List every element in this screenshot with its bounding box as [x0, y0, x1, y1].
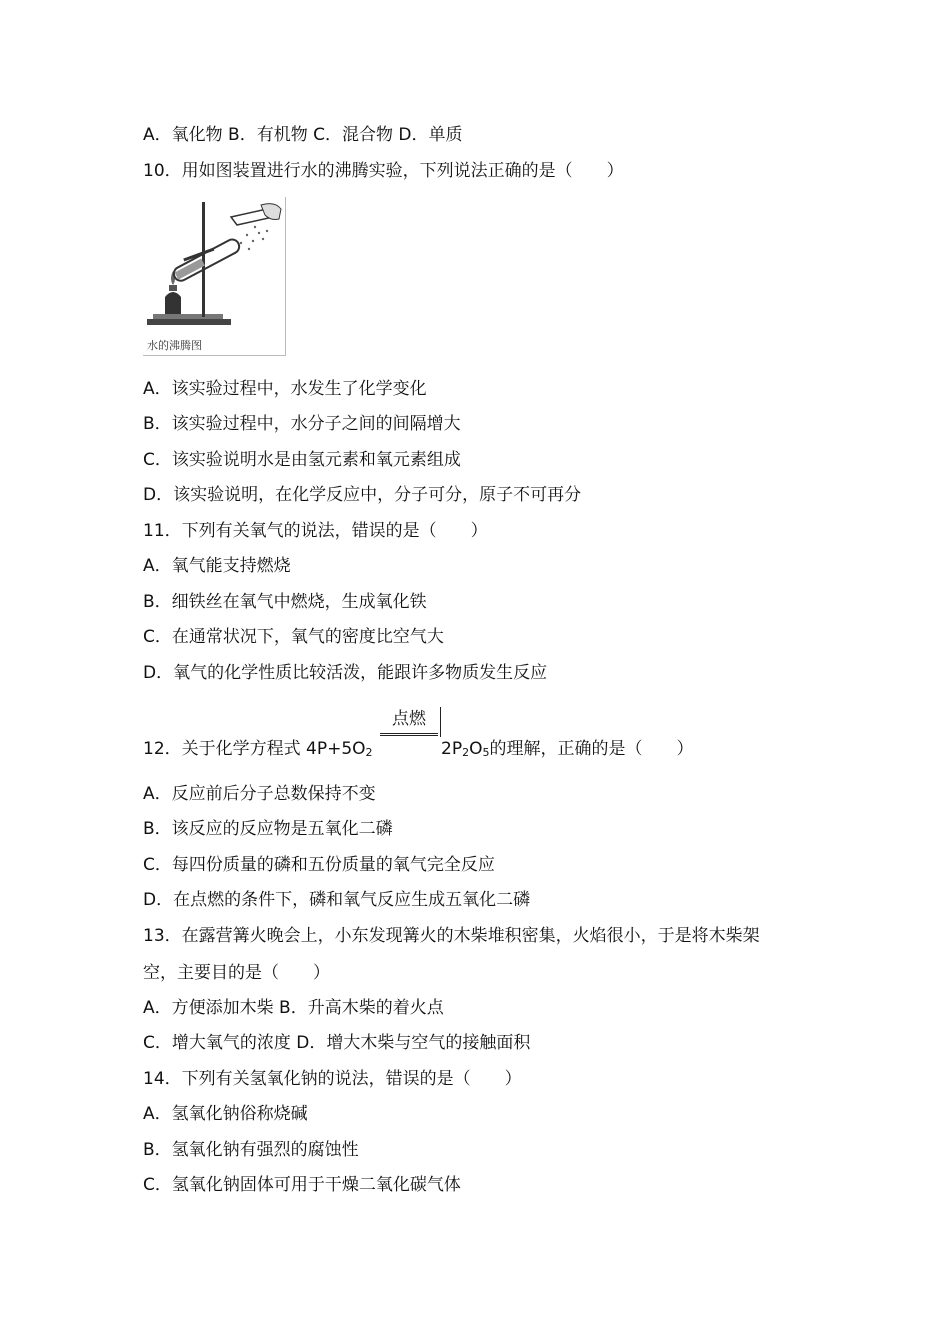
q13-stem-line1: 13．在露营篝火晚会上，小东发现篝火的木柴堆积密集，火焰很小，于是将木柴架: [143, 926, 760, 946]
q12-stem-suffix: 的理解，正确的是（ ）: [489, 739, 694, 759]
q12-stem-prefix: [143, 738, 373, 764]
q12-option-c: C．每四份质量的磷和五份质量的氧气完全反应: [143, 855, 495, 875]
q13-options-line2: C．增大氧气的浓度 D．增大木柴与空气的接触面积: [143, 1033, 531, 1053]
product-o: O: [469, 739, 483, 759]
q14-option-b: B．氢氧化钠有强烈的腐蚀性: [143, 1140, 359, 1160]
boiling-water-figure: [143, 197, 286, 356]
q13-options-line1: A．方便添加木柴 B．升高木柴的着火点: [143, 998, 444, 1018]
q14-stem: 14．下列有关氢氧化钠的说法，错误的是（ ）: [143, 1069, 522, 1089]
q10-option-c: C．该实验说明水是由氢元素和氧元素组成: [143, 450, 461, 470]
equation-bar: [440, 707, 441, 737]
q11-option-a: A．氧气能支持燃烧: [143, 556, 291, 576]
q14-option-a: A．氢氧化钠俗称烧碱: [143, 1104, 308, 1124]
q14-option-c: C．氢氧化钠固体可用于干燥二氧化碳气体: [143, 1175, 461, 1195]
o2-subscript: 2: [365, 746, 373, 759]
q12-stem-product: [441, 738, 693, 764]
q10-option-a: A．该实验过程中，水发生了化学变化: [143, 379, 427, 399]
q13-stem-line2: 空，主要目的是（ ）: [143, 963, 330, 983]
q12-option-d: D．在点燃的条件下，磷和氧气反应生成五氧化二磷: [143, 890, 531, 910]
q12-option-a: A．反应前后分子总数保持不变: [143, 784, 376, 804]
product-p: 2P: [441, 739, 463, 759]
q11-option-c: C．在通常状况下，氧气的密度比空气大: [143, 627, 444, 647]
q9-options: A．氧化物 B．有机物 C．混合物 D．单质: [143, 125, 463, 145]
q10-option-d: D．该实验说明，在化学反应中，分子可分，原子不可再分: [143, 485, 582, 505]
q12-reactants: 12．关于化学方程式 4P+5O: [143, 739, 366, 759]
p-subscript: 2: [462, 746, 470, 759]
q11-option-b: B．细铁丝在氧气中燃烧，生成氧化铁: [143, 592, 427, 612]
q11-option-d: D．氧气的化学性质比较活泼，能跟许多物质发生反应: [143, 663, 548, 683]
q12-option-b: B．该反应的反应物是五氧化二磷: [143, 819, 393, 839]
boiling-apparatus-illustration: [143, 197, 285, 355]
reaction-condition: 点燃: [380, 707, 438, 736]
q10-stem: 10．用如图装置进行水的沸腾实验，下列说法正确的是（ ）: [143, 161, 624, 181]
q11-stem: 11．下列有关氧气的说法，错误的是（ ）: [143, 521, 488, 541]
o-subscript: 5: [482, 746, 490, 759]
figure-caption: 水的沸腾图: [147, 339, 202, 352]
q10-option-b: B．该实验过程中，水分子之间的间隔增大: [143, 414, 461, 434]
